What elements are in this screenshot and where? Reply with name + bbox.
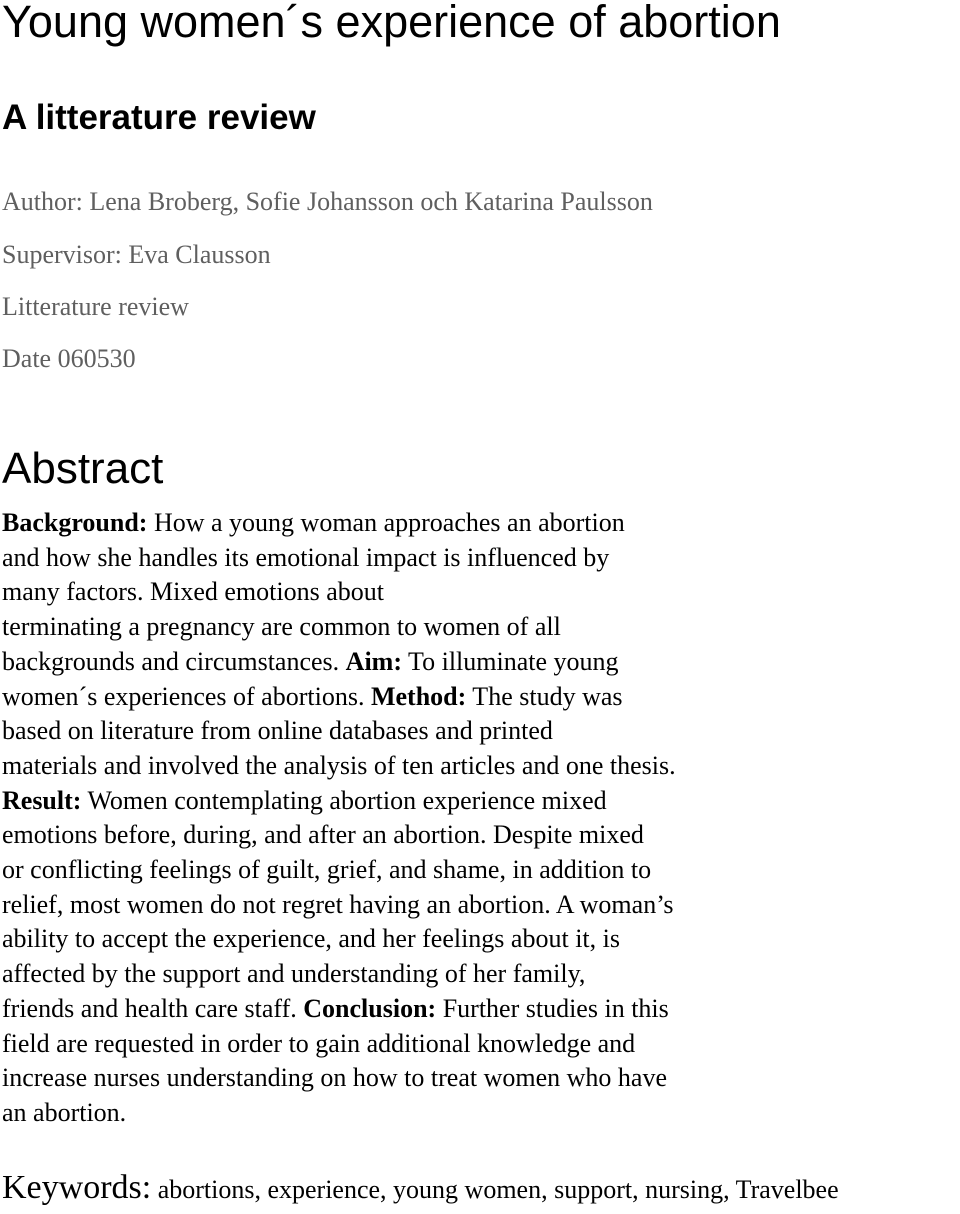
abstract-text: The study was — [466, 681, 623, 711]
section-label: Background: — [2, 508, 148, 537]
abstract-text: How a young woman approaches an abortion — [147, 508, 625, 537]
abstract-heading: Abstract — [2, 444, 164, 493]
abstract-text: backgrounds and circumstances. — [2, 646, 346, 676]
abstract-text: affected by the support and understanding of her family, — [2, 959, 586, 989]
date-line: Date 060530 — [2, 344, 136, 373]
abstract-line — [2, 714, 676, 749]
abstract-line — [2, 888, 676, 923]
abstract-line — [2, 1096, 676, 1131]
abstract-text: an abortion. — [2, 1097, 127, 1127]
keywords-label: Keywords: — [2, 1169, 152, 1206]
paper-title: Young women´s experience of abortion — [2, 0, 781, 47]
abstract-line — [2, 818, 676, 853]
supervisor-line: Supervisor: Eva Clausson — [2, 240, 271, 269]
section-label: Conclusion: — [303, 993, 437, 1023]
abstract-line — [2, 541, 676, 576]
section-label: Result: — [2, 785, 82, 815]
section-label: Aim: — [345, 646, 402, 676]
abstract-line — [2, 575, 676, 610]
abstract-line — [2, 506, 676, 541]
abstract-line — [2, 610, 676, 645]
abstract-line — [2, 922, 676, 957]
document-type-line: Litterature review — [2, 292, 189, 321]
abstract-text: ability to accept the experience, and her feelings about it, is — [2, 924, 620, 954]
abstract-text: Women contemplating abortion experience mixed — [81, 785, 607, 815]
abstract-text: and how she handles its emotional impact is influenced by — [2, 542, 610, 572]
author-line: Author: Lena Broberg, Sofie Johansson och Katarina Paulsson — [2, 187, 653, 216]
abstract-line — [2, 1027, 676, 1062]
abstract-text: increase nurses understanding on how to treat women who have — [2, 1063, 667, 1093]
abstract-text: or conflicting feelings of guilt, grief, and shame, in addition to — [2, 855, 652, 885]
abstract-text: field are requested in order to gain additional knowledge and — [2, 1028, 636, 1058]
section-label: Method: — [370, 681, 467, 711]
abstract-line — [2, 784, 676, 819]
abstract-text: many factors. Mixed emotions about — [2, 577, 384, 607]
abstract-text: To illuminate young — [402, 646, 619, 676]
abstract-text: terminating a pregnancy are common to women of all — [2, 612, 561, 642]
paper-subtitle: A litterature review — [2, 98, 316, 137]
abstract-line — [2, 957, 676, 992]
abstract-body — [2, 506, 676, 1131]
abstract-text: relief, most women do not regret having an abortion. A woman’s — [2, 889, 674, 919]
abstract-line — [2, 749, 676, 784]
keywords-list: abortions, experience, young women, support, nursing, Travelbee — [151, 1175, 839, 1204]
abstract-text: based on literature from online databases and printed — [2, 716, 553, 746]
abstract-text: materials and involved the analysis of ten articles and one thesis. — [2, 750, 676, 780]
abstract-line — [2, 645, 676, 680]
abstract-text: friends and health care staff. — [2, 993, 304, 1023]
abstract-line — [2, 853, 676, 888]
abstract-text: emotions before, during, and after an abortion. Despite mixed — [2, 820, 644, 850]
abstract-line — [2, 680, 676, 715]
abstract-line — [2, 992, 676, 1027]
abstract-text: women´s experiences of abortions. — [2, 681, 371, 711]
abstract-text: Further studies in this — [436, 993, 669, 1023]
abstract-line — [2, 1061, 676, 1096]
